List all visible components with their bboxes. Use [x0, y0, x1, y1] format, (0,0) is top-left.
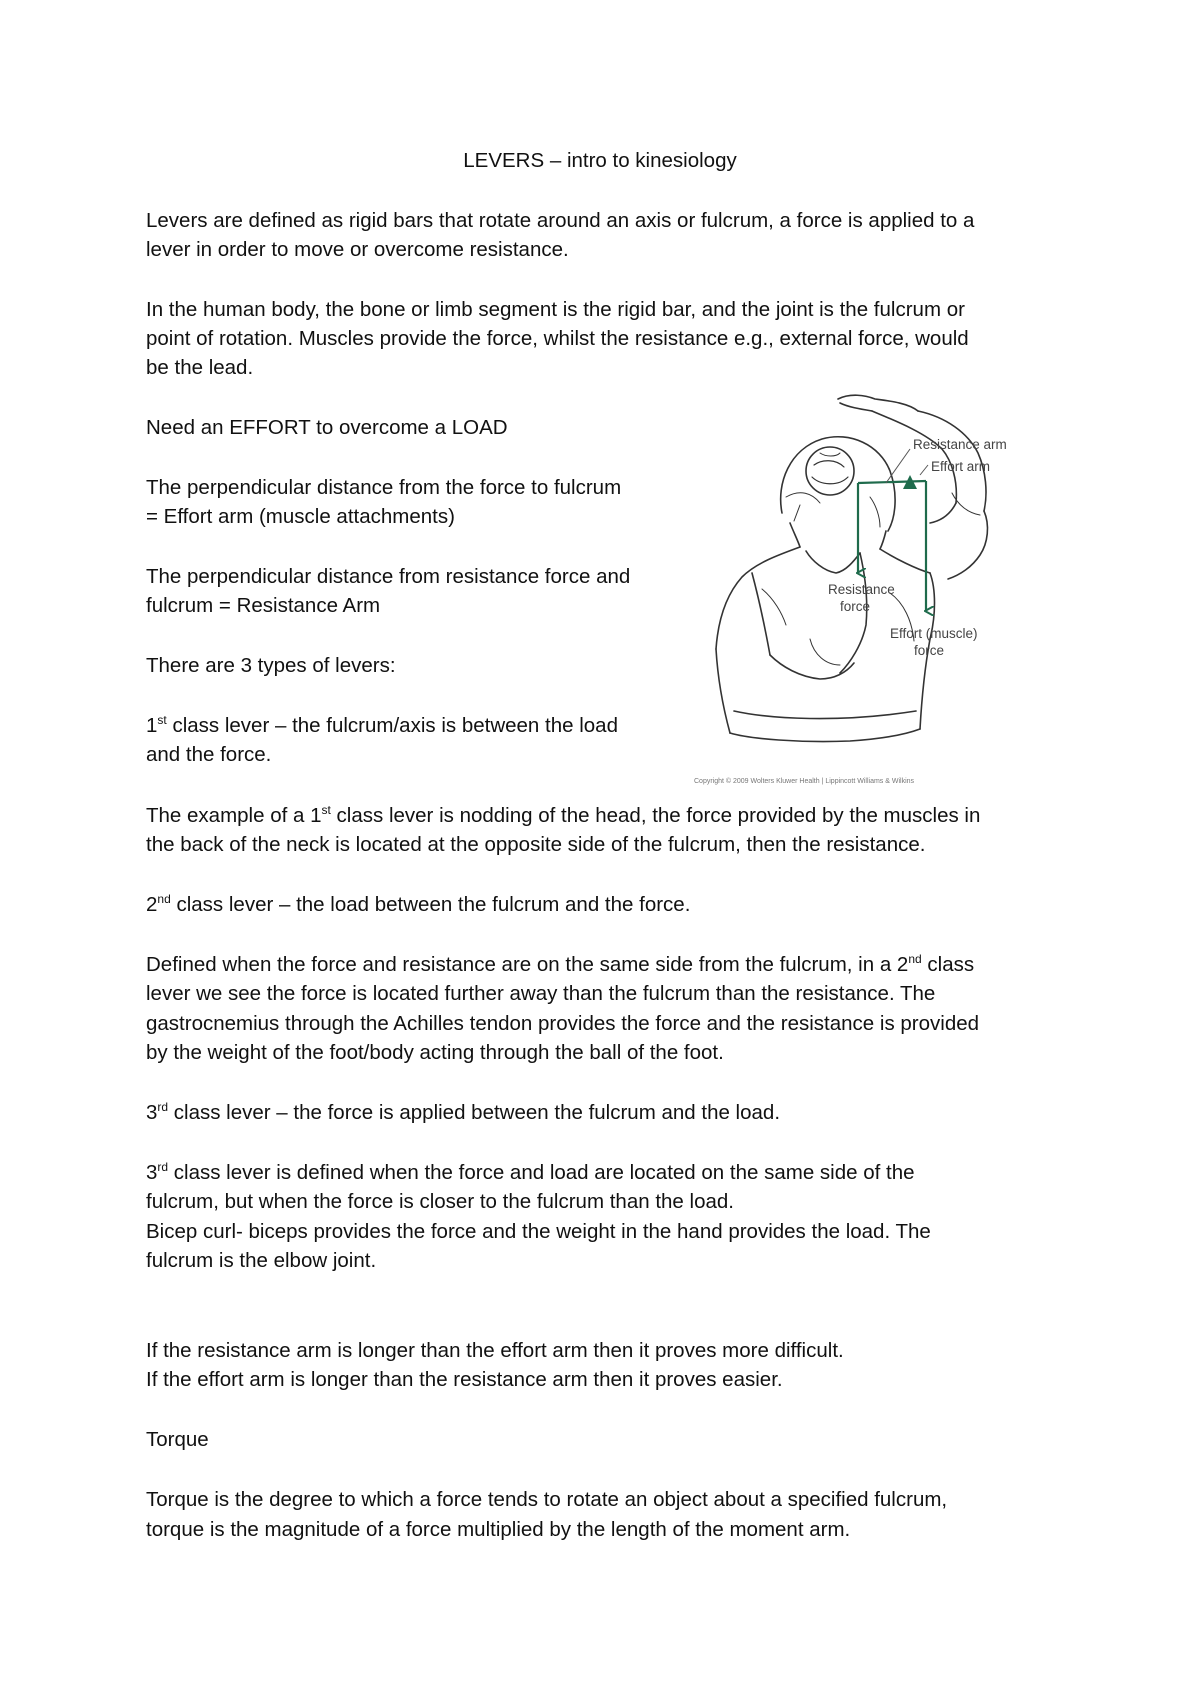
page-title: LEVERS – intro to kinesiology [463, 149, 737, 172]
third-def-line-3: Bicep curl- biceps provides the force and the weight in the hand provides the load. The [146, 1220, 931, 1243]
resistance-arm-line-2: fulcrum = Resistance Arm [146, 594, 381, 617]
third-class-line: 3rd class lever – the force is applied between the fulcrum and the load. [146, 1100, 781, 1124]
third-def-line-2: fulcrum, but when the force is closer to the fulcrum than the load. [146, 1190, 734, 1213]
second-class-line: 2nd class lever – the load between the fulcrum and the force. [146, 892, 691, 916]
difficulty-line-2: If the effort arm is longer than the resistance arm then it proves easier. [146, 1368, 783, 1391]
human-body-line-1: In the human body, the bone or limb segment is the rigid bar, and the joint is the fulcrum or [146, 298, 965, 321]
first-class-line-2: and the force. [146, 743, 272, 766]
difficulty-line-1: If the resistance arm is longer than the effort arm then it proves more difficult. [146, 1339, 844, 1362]
first-class-line-1: 1st class lever – the fulcrum/axis is between the load [146, 713, 618, 737]
label-effort-arm: Effort arm [931, 459, 991, 474]
label-resistance-force-1: Resistance [828, 582, 895, 597]
human-body-line-2: point of rotation. Muscles provide the force, whilst the resistance e.g., external force, would [146, 327, 969, 350]
resistance-arm-leader [886, 449, 910, 483]
definition-line-2: lever in order to move or overcome resistance. [146, 238, 569, 261]
torso-drawing [716, 547, 935, 742]
head-drawing [781, 437, 895, 549]
third-def-line-4: fulcrum is the elbow joint. [146, 1249, 377, 1272]
label-effort-force-2: force [914, 643, 945, 658]
first-example-line-2: the back of the neck is located at the opposite side of the fulcrum, then the resistance. [146, 833, 926, 856]
resistance-arm-line-1: The perpendicular distance from resistance force and [146, 565, 631, 588]
torque-def-line-2: torque is the magnitude of a force multiplied by the length of the moment arm. [146, 1518, 851, 1541]
figure-copyright: Copyright © 2009 Wolters Kluwer Health | Lippincott Williams & Wilkins [694, 778, 915, 785]
lever-bar [858, 481, 926, 483]
effort-load-line: Need an EFFORT to overcome a LOAD [146, 416, 508, 439]
label-effort-force-1: Effort (muscle) [890, 626, 978, 641]
torque-heading: Torque [146, 1428, 209, 1451]
label-resistance-arm: Resistance arm [913, 437, 1007, 452]
effort-arm-line-2: = Effort arm (muscle attachments) [146, 505, 455, 528]
effort-arm-line-1: The perpendicular distance from the force to fulcrum [146, 476, 622, 499]
second-def-line-1: Defined when the force and resistance are on the same side from the fulcrum, in a 2nd class [146, 952, 975, 976]
second-def-line-3: gastrocnemius through the Achilles tendon provides the force and the resistance is provided [146, 1012, 980, 1035]
label-resistance-force-2: force [840, 599, 871, 614]
shoulder-lever-illustration [690, 393, 1100, 788]
third-def-line-1: 3rd class lever is defined when the force and load are located on the same side of the [146, 1160, 915, 1184]
shoulder-lever-figure [690, 393, 1100, 788]
effort-arm-leader [920, 465, 928, 475]
second-def-line-4: by the weight of the foot/body acting through the ball of the foot. [146, 1041, 724, 1064]
torque-def-line-1: Torque is the degree to which a force tends to rotate an object about a specified fulcrum, [146, 1488, 948, 1511]
first-example-line-1: The example of a 1st class lever is nodding of the head, the force provided by the muscles in [146, 803, 981, 827]
human-body-line-3: be the lead. [146, 356, 254, 379]
second-def-line-2: lever we see the force is located further away than the fulcrum than the resistance. The [146, 982, 936, 1005]
definition-line-1: Levers are defined as rigid bars that rotate around an axis or fulcrum, a force is applied to a [146, 209, 975, 232]
types-intro: There are 3 types of levers: [146, 654, 396, 677]
